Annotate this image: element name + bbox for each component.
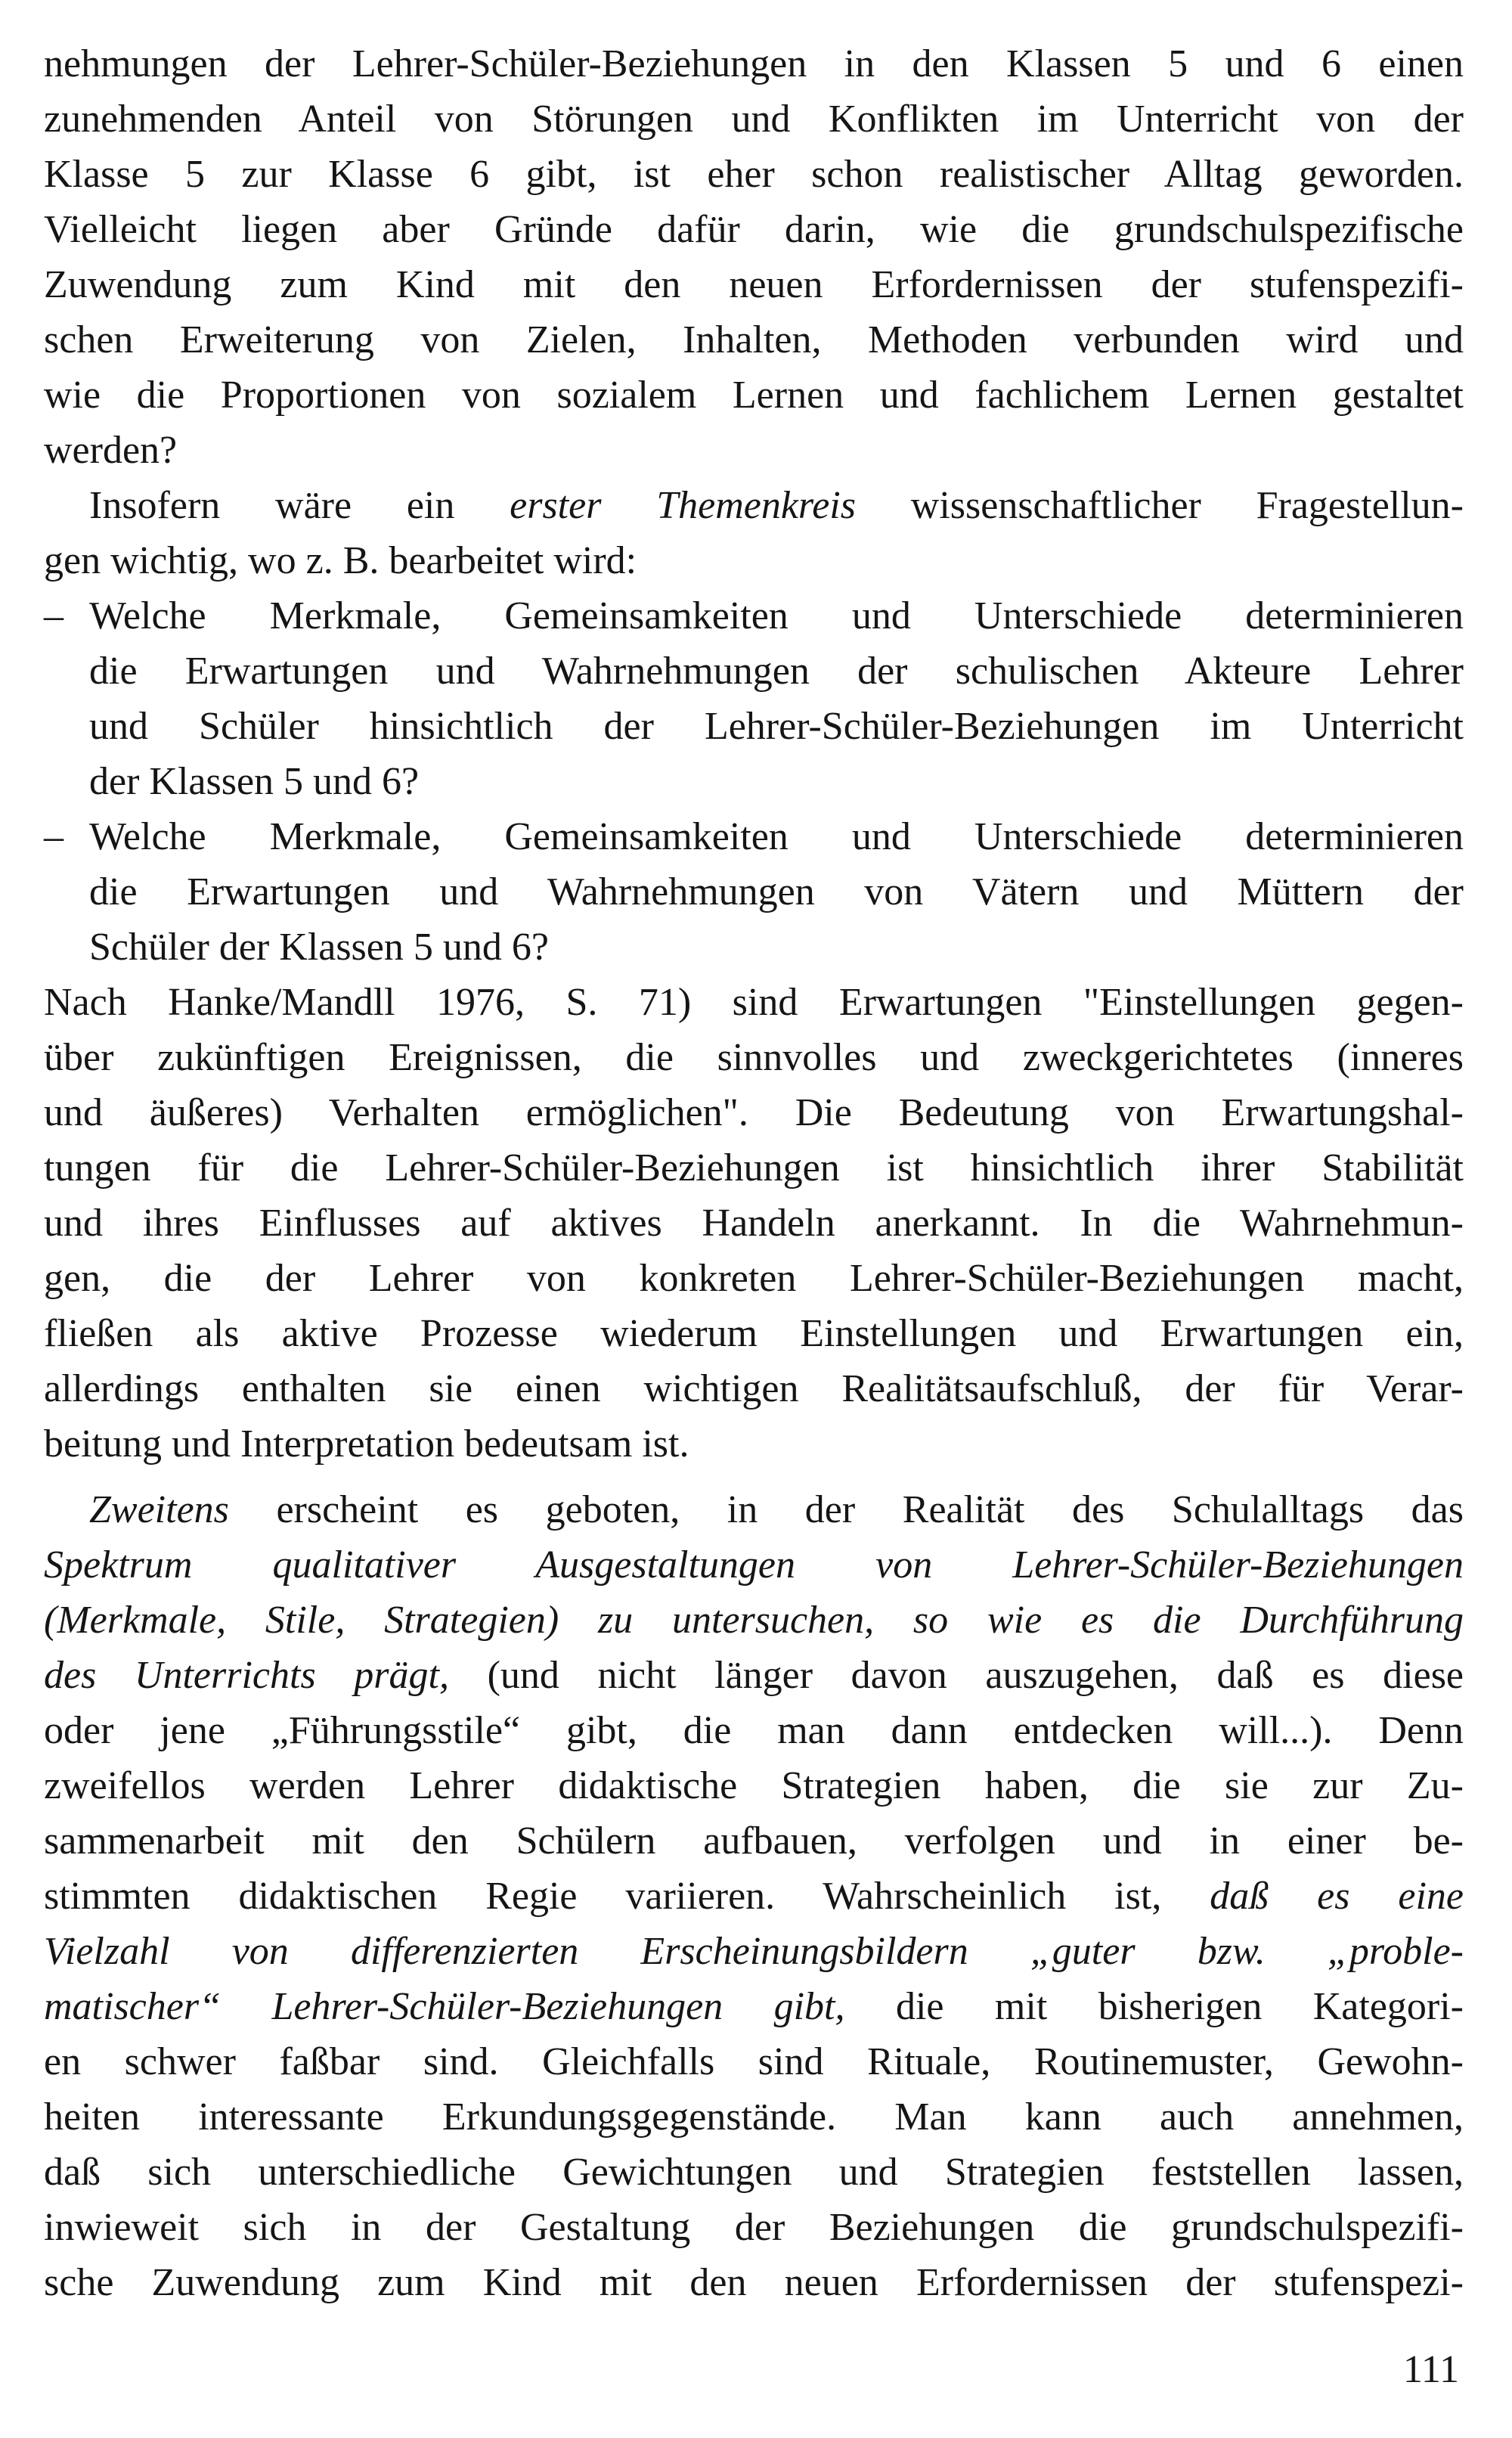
emphasis-text: Zweitens	[89, 1488, 229, 1531]
text-run: Insofern wäre ein	[89, 484, 510, 527]
text-run: die mit bisherigen Kategori-	[844, 1985, 1464, 2028]
text-line: zweifellos werden Lehrer didaktische Strategien haben, die sie zur Zu-	[44, 1764, 1464, 1807]
text-line: en schwer faßbar sind. Gleichfalls sind Rituale, Routinemuster, Gewohn-	[44, 2040, 1464, 2083]
list-item	[44, 588, 1464, 809]
text-line: zunehmenden Anteil von Störungen und Konflikten im Unterricht von der	[44, 98, 1464, 141]
paragraph-erwartungen	[44, 975, 1464, 1472]
text-line: der Klassen 5 und 6?	[89, 760, 420, 803]
text-line: Klasse 5 zur Klasse 6 gibt, ist eher schon realistischer Alltag geworden.	[44, 153, 1464, 196]
page-content	[44, 36, 1464, 2396]
text-run: Welche Merkmale, Gemeinsamkeiten und Unterschiede determinieren	[89, 594, 1464, 637]
text-line: Zuwendung zum Kind mit den neuen Erfordernissen der stufenspezifi-	[44, 263, 1464, 306]
text-line: gen wichtig, wo z. B. bearbeitet wird:	[44, 539, 637, 582]
text-line	[44, 1648, 1464, 1703]
emphasis-line: Vielzahl von differenzierten Erscheinungsbildern „guter bzw. „proble-	[44, 1930, 1464, 1973]
text-line: sche Zuwendung zum Kind mit den neuen Erfordernissen der stufenspezi-	[44, 2261, 1464, 2304]
paragraph-continuation	[44, 36, 1464, 478]
text-line: gen, die der Lehrer von konkreten Lehrer-Schüler-Beziehungen macht,	[44, 1257, 1464, 1300]
emphasis-text: des Unterrichts prägt,	[44, 1654, 449, 1697]
text-line: daß sich unterschiedliche Gewichtungen und Strategien feststellen lassen,	[44, 2151, 1464, 2194]
emphasis-text: daß es eine	[1210, 1875, 1464, 1918]
text-line	[44, 809, 1464, 864]
paragraph-themenkreis	[44, 478, 1464, 588]
text-line: wie die Proportionen von sozialem Lernen und fachlichem Lernen gestaltet	[44, 374, 1464, 417]
text-line: heiten interessante Erkundungsgegenstände. Man kann auch annehmen,	[44, 2095, 1464, 2139]
text-line: inwieweit sich in der Gestaltung der Beziehungen die grundschulspezifi-	[44, 2206, 1464, 2249]
emphasis-line: (Merkmale, Stile, Strategien) zu untersuchen, so wie es die Durchführung	[44, 1599, 1464, 1642]
text-run: erscheint es geboten, in der Realität des Schulalltags das	[228, 1488, 1464, 1531]
paragraph-zweitens	[44, 1482, 1464, 2310]
page-number: 111	[1402, 2348, 1459, 2391]
text-line	[44, 588, 1464, 644]
list-item	[44, 809, 1464, 975]
text-line: über zukünftigen Ereignissen, die sinnvolles und zweckgerichtetes (inneres	[44, 1036, 1464, 1079]
text-run: Welche Merkmale, Gemeinsamkeiten und Unterschiede determinieren	[89, 815, 1464, 858]
text-line	[44, 478, 1464, 533]
text-line: und äußeres) Verhalten ermöglichen". Die Bedeutung von Erwartungshal-	[44, 1091, 1464, 1134]
dash-bullet: –	[44, 815, 64, 858]
text-line: sammenarbeit mit den Schülern aufbauen, verfolgen und in einer be-	[44, 1819, 1464, 1863]
text-line: und Schüler hinsichtlich der Lehrer-Schüler-Beziehungen im Unterricht	[89, 705, 1464, 748]
text-line: und ihres Einflusses auf aktives Handeln anerkannt. In die Wahrnehmun-	[44, 1202, 1464, 1245]
text-run: stimmten didaktischen Regie variieren. Wahrscheinlich ist,	[44, 1875, 1210, 1918]
text-line: tungen für die Lehrer-Schüler-Beziehungen ist hinsichtlich ihrer Stabilität	[44, 1146, 1464, 1190]
text-line: schen Erweiterung von Zielen, Inhalten, Methoden verbunden wird und	[44, 318, 1464, 361]
text-line: Schüler der Klassen 5 und 6?	[89, 926, 549, 969]
text-line: Vielleicht liegen aber Gründe dafür darin, wie die grundschulspezifische	[44, 208, 1464, 251]
text-line: fließen als aktive Prozesse wiederum Einstellungen und Erwartungen ein,	[44, 1312, 1464, 1355]
text-line	[44, 1482, 1464, 1537]
dash-bullet: –	[44, 594, 64, 637]
emphasis-text: erster Themenkreis	[510, 484, 856, 527]
text-line: oder jene „Führungsstile“ gibt, die man dann entdecken will...). Denn	[44, 1709, 1464, 1752]
emphasis-line: Spektrum qualitativer Ausgestaltungen von Lehrer-Schüler-Beziehungen	[44, 1543, 1464, 1587]
text-line: beitung und Interpretation bedeutsam ist.	[44, 1422, 689, 1466]
text-run: wissenschaftlicher Fragestellun-	[856, 484, 1464, 527]
text-line: Nach Hanke/Mandll 1976, S. 71) sind Erwartungen "Einstellungen gegen-	[44, 981, 1464, 1024]
text-line	[44, 1979, 1464, 2034]
text-run: (und nicht länger davon auszugehen, daß es diese	[449, 1654, 1464, 1697]
text-line	[44, 1869, 1464, 1924]
text-line: die Erwartungen und Wahrnehmungen von Vätern und Müttern der	[89, 870, 1464, 913]
text-line: werden?	[44, 429, 178, 472]
text-line: die Erwartungen und Wahrnehmungen der schulischen Akteure Lehrer	[89, 650, 1464, 693]
text-line: nehmungen der Lehrer-Schüler-Beziehungen in den Klassen 5 und 6 einen	[44, 42, 1464, 85]
question-list	[44, 588, 1464, 975]
paragraph-spacing	[44, 1472, 1464, 1482]
text-line: allerdings enthalten sie einen wichtigen Realitätsaufschluß, der für Verar-	[44, 1367, 1464, 1410]
emphasis-text: matischer“ Lehrer-Schüler-Beziehungen gibt,	[44, 1985, 845, 2028]
